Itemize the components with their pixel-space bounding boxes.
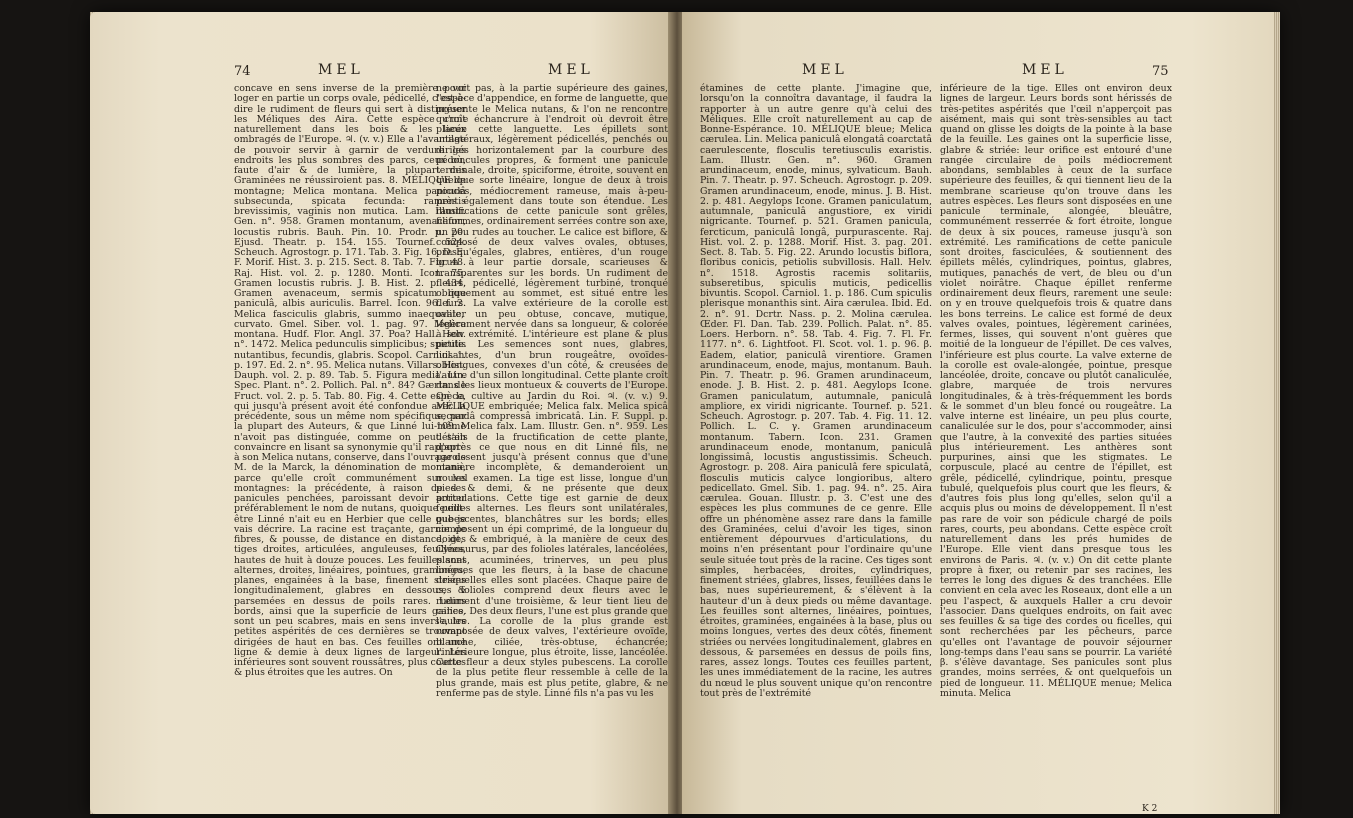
text-column-2	[436, 84, 668, 699]
signature-mark: K 2	[1142, 804, 1158, 814]
page-number-left: 74	[234, 64, 251, 79]
page-edges-right	[1274, 12, 1280, 814]
running-head-right-1: MEL	[802, 62, 848, 78]
right-page	[682, 12, 1280, 814]
text-column-1	[234, 84, 466, 679]
page-number-right: 75	[1152, 64, 1169, 79]
text-column-4	[940, 84, 1172, 699]
running-head-left-2: MEL	[548, 62, 594, 78]
text-column-3	[700, 84, 932, 699]
column-text: concave en sens inverse de la première pour loger en partie un corps ovale, pédicellé, c'est-à-dire le rudiment de fleurs qui sert à distinguer les Méliques des Aira. Cette espèce croît naturellement dans les bois & les lieux ombragés de l'Europe. ♃. (v. v.) Elle a l'avantage de pouvoir servir à garnir de verdure les endroits les plus sombres des parcs, ceux où, faute d'air & de lumière, la plupart des Graminées ne réussiroient pas. 8. MÉLIQUE de montagne; Melica montana. Melica paniculâ subsecunda, spicata fecunda: ramentis brevissimis, vaginis non mutica. Lam. Illustr. Gen. n°. 958. Gramen montanum, avenaceum, locustis rubris. Bauh. Pin. 10. Prodr. p. 20. Ejusd. Theatr. p. 154. 155. Tournef. 524. Scheuch. Agrostogr. p. 171. Tab. 3. Fig. 16. D. E. F. Morif. Hist. 3. p. 215. Sect. 8. Tab. 7. Fig. 48. Raj. Hist. vol. 2. p. 1280. Monti. Icon. 75. Gramen locustis rubris. J. B. Hist. 2. p. 434. Gramen avenaceum, sermis spicatum que paniculâ, albis auriculis. Barrel. Icon. 96. f. 2. Melica fasciculis glabris, summo inaequaliter curvato. Gmel. Siber. vol. 1. pag. 97. Melica montana. Hudf. Flor. Angl. 37. Poa? Hall. Helv. n°. 1472. Melica pedunculis simplicibus; spiculis nutantibus, fecundis, glabris. Scopol. Carniol. 1. p. 197. Ed. 2. n°. 95. Melica nutans. Villars. Hist. Dauph. vol. 2. p. 89. Tab. 5. Figura media. Lin. Spec. Plant. n°. 2. Pollich. Pal. n°. 84? Gærtn. de Fruct. vol. 2. p. 5. Tab. 80. Fig. 4. Cette espèce, qui jusqu'à présent avoit été confondue avec la précédente, sous un même nom spécifique, par la plupart des Auteurs, & que Linné lui-même n'avoit pas distinguée, comme on peut s'en convaincre en lisant sa synonymie qu'il rapporte à son Melica nutans, conserve, dans l'ouvrage de M. de la Marck, la dénomination de montana, parce qu'elle croît communément sur les montagnes: la précédente, à raison de ses panicules penchées, paroissant devoir porter préférablement le nom de nutans, quoique peut-être Linné n'ait eu en Herbier que celle que je vais décrire. La racine est traçante, garnie de fibres, & pousse, de distance en distance, des tiges droites, articulées, anguleuses, feuillées, hautes de huit à douze pouces. Les feuilles sont alternes, droites, linéaires, pointues, graminées, planes, engainées à la base, finement striées longitudinalement, glabres en dessous, & parsemées en dessus de poils rares. Leurs bords, ainsi que la superficie de leurs gaines, sont un peu scabres, mais en sens inverse, les petites aspérités de ces dernières se trouvant dirigées de haut en bas. Ces feuilles ont une ligne & demie à deux lignes de largeur. Les inférieures sont souvent roussâtres, plus courtes & plus étroites que les autres. On	[234, 83, 466, 679]
column-text: étamines de cette plante. J'imagine que, lorsqu'on la connoîtra davantage, il faudra la rapporter à un autre genre qu'à celui des Méliques. Elle croît naturellement au cap de Bonne-Espérance. 10. MÉLIQUE bleue; Melica cærulea. Lin. Melica paniculâ elongatâ coarctatâ caerulescente, flosculis teretiusculis exaristis. Lam. Illustr. Gen. n°. 960. Gramen arundinaceum, enode, minus, sylvaticum. Bauh. Pin. 7. Theatr. p. 97. Scheuch. Agrostogr. p. 209. Gramen arundinaceum, enode, minus. J. B. Hist. 2. p. 481. Aegylops Icone. Gramen paniculatum, autumnale, paniculâ angustiore, ex viridi nigricante. Tournef. p. 521. Gramen panicula, fercticum, paniculâ longâ, purpurascente. Raj. Hist. vol. 2. p. 1288. Morif. Hist. 3. pag. 201. Sect. 8. Tab. 5. Fig. 22. Arundo locustis biflora, floribus conicis, petiolis subvillosis. Hall. Helv. n°. 1518. Agrostis racemis solitariis, subseretibus, spiculis muticis, pedicellis bivuntis. Scopol. Carniol. 1. p. 186. Cum spiculis plerisque monanthis sint. Aira cærulea. Ibid. Ed. 2. n°. 91. Dcrtr. Nass. p. 2. Molina cærulea. Œder. Fl. Dan. Tab. 239. Pollich. Palat. n°. 85. Loers. Herborn. n°. 58. Tab. 4. Fig. 7. Fl. Fr. 1177. n°. 6. Lightfoot. Fl. Scot. vol. 1. p. 96. β. Eadem, elatior, paniculâ virentiore. Gramen arundinaceum, enode, majus, montanum. Bauh. Pin. 7. Theatr. p. 96. Gramen arundinaceum, enode. J. B. Hist. 2. p. 481. Aegylops Icone. Gramen paniculatum, autumnale, paniculâ ampliore, ex viridi nigricante. Tournef. p. 521. Scheuch. Agrostogr. p. 207. Tab. 4. Fig. 11. 12. Pollich. L. C. γ. Gramen arundinaceum montanum. Tabern. Icon. 231. Gramen arundinaceum enode, montanum, paniculâ longissimâ, locustis angustissimis. Scheuch. Agrostogr. p. 208. Aira paniculâ fere spiculatâ, flosculis muticis calyce longioribus, altero pedicellato. Gmel. Sib. 1. pag. 94. n°. 25. Aira cærulea. Gouan. Illustr. p. 3. C'est une des espèces les plus communes de ce genre. Elle offre un phénomène assez rare dans la famille des Graminées, celui d'avoir les tiges, sinon entièrement dépourvues d'articulations, du moins n'en présentant pour l'ordinaire qu'une seule située tout près de la racine. Ces tiges sont simples, herbacées, droites, cylindriques, finement striées, glabres, lisses, feuillées dans le bas, nues supérieurement, & s'élèvent à la hauteur d'un à deux pieds ou même davantage. Les feuilles sont alternes, linéaires, pointues, étroites, graminées, engainées à la base, plus ou moins longues, vertes des deux côtés, finement striées ou nervées longitudinalement, glabres en dessous, & parsemées en dessus de poils fins, rares, assez longs. Toutes ces feuilles partent, les unes immédiatement de la racine, les autres du nœud le plus souvent unique qu'on rencontre tout près de l'extrémité	[700, 83, 932, 699]
running-head-right-2: MEL	[1022, 62, 1068, 78]
running-head-left-1: MEL	[318, 62, 364, 78]
column-text: ne voit pas, à la partie supérieure des gaines, l'espèce d'appendice, en forme de languette, que présente le Melica nutans, & l'on ne rencontre qu'une échancrure à l'endroit où devroit être placée cette languette. Les épillets sont unilatéraux, légèrement pédicellés, penchés ou dirigés horizontalement par la courbure des pédoncules propres, & forment une panicule terminale, droite, spiciforme, étroite, souvent en quelque sorte linéaire, longue de deux à trois pouces, médiocrement rameuse, mais à-peu-près également dans toute son étendue. Les ramifications de cette panicule sont grêles, filiformes, ordinairement serrées contre son axe, un peu rudes au toucher. Le calice est biflore, & composé de deux valves ovales, obtuses, presqu'égales, glabres, entières, d'un rouge brun à leur partie dorsale, scarieuses & transparentes sur les bords. Un rudiment de fleurs, pédicellé, légèrement turbiné, tronqué obliquement au sommet, est situé entre les fleurs. La valve extérieure de la corolle est ovale, un peu obtuse, concave, mutique, légèrement nervée dans sa longueur, & colorée à son extrémité. L'intérieure est plane & plus petite. Les semences sont nues, glabres, luisantes, d'un brun rougeâtre, ovoïdes-oblongues, convexes d'un côté, & creusées de l'autre d'un sillon longitudinal. Cette plante croît dans les lieux montueux & couverts de l'Europe. On la cultive au Jardin du Roi. ♃. (v. v.) 9. MÉLIQUE embriquée; Melica falx. Melica spicâ secundâ compressâ imbricatâ. Lin. F. Suppl. p. 109. Melica falx. Lam. Illustr. Gen. n°. 959. Les détails de la fructification de cette plante, d'après ce que nous en dit Linné fils, ne paroissent jusqu'à présent connus que d'une manière incomplète, & demanderoient un nouvel examen. La tige est lisse, longue d'un pied & demi, & ne présente que deux articulations. Cette tige est garnie de deux feuilles alternes. Les fleurs sont unilatérales, pubescentes, blanchâtres sur les bords; elles composent un épi comprimé, de la longueur du doigt, & embriqué, à la manière de ceux des Cynosurus, par des folioles latérales, lancéolées, planes, acuminées, trinerves, un peu plus longues que les fleurs, à la base de chacune desquelles elles sont placées. Chaque paire de ces folioles comprend deux fleurs avec le rudiment d'une troisième, & leur tient lieu de calice. Des deux fleurs, l'une est plus grande que l'autre. La corolle de la plus grande est composée de deux valves, l'extérieure ovoïde, blanche, ciliée, très-obtuse, échancrée; l'intérieure longue, plus étroite, lisse, lancéolée. Cette fleur a deux styles pubescens. La corolle de la plus petite fleur ressemble à celle de la plus grande, mais est plus petite, glabre, & ne renferme pas de style. Linné fils n'a pas vu les	[436, 83, 668, 699]
open-book	[90, 12, 1280, 814]
left-page	[90, 12, 672, 814]
column-text: inférieure de la tige. Elles ont environ deux lignes de largeur. Leurs bords sont hérissés de très-petites aspérités que l'œil n'apperçoit pas aisément, mais qui sont très-sensibles au tact quand on glisse les doigts de la pointe à la base de la feuille. Les gaines ont la superficie lisse, glabre & striée: leur orifice est entouré d'une rangée circulaire de poils médiocrement abondans, semblables à ceux de la surface supérieure des feuilles, & qui tiennent lieu de la membrane scarieuse qu'on trouve dans les autres espèces. Les fleurs sont disposées en une panicule terminale, alongée, bleuâtre, communément resserrée & fort étroite, longue de deux à six pouces, rameuse jusqu'à son extrémité. Les ramifications de cette panicule sont droites, fasciculées, & soutiennent des épillets mêlés, cylindriques, pointus, glabres, mutiques, panachés de vert, de bleu ou d'un violet noirâtre. Chaque épillet renferme ordinairement deux fleurs, rarement une seule: on y en trouve quelquefois trois & quatre dans les bons terreins. Le calice est formé de deux valves ovales, pointues, légèrement carinées, fermes, lisses, qui souvent n'ont guères que moitié de la longueur de l'épillet. De ces valves, l'inférieure est plus courte. La valve externe de la corolle est ovale-alongée, pointue, presque lancéolée, droite, concave ou plutôt canaliculée, glabre, marquée de trois nervures longitudinales, & à très-fréquemment les bords & le sommet d'un bleu foncé ou rougeâtre. La valve interne est linéaire, un peu plus courte, canaliculée sur le dos, pour s'accommoder, ainsi que l'autre, à la convexité des parties situées plus intérieurement. Les anthères sont purpurines, ainsi que les stigmates. Le corpuscule, placé au centre de l'épillet, est grêle, pédicellé, cylindrique, pointu, presque tubulé, quelquefois plus court que les fleurs, & d'autres fois plus long qu'elles, selon qu'il a acquis plus ou moins de développement. Il n'est pas rare de voir son pédicule chargé de poils rares, courts, peu abondans. Cette espèce croît naturellement dans les prés humides de l'Europe. Elle vient dans presque tous les environs de Paris. ♃. (v. v.) On dit cette plante propre à fixer, ou retenir par ses racines, les terres le long des digues & des tranchées. Elle convient en cela avec les Roseaux, dont elle a un peu l'aspect, & auxquels Haller a cru devoir l'associer. Dans quelques endroits, on fait avec ses feuilles & sa tige des cordes ou ficelles, qui sont recherchées par les pêcheurs, parce qu'elles ont l'avantage de pouvoir séjourner long-temps dans l'eau sans se pourrir. La variété β. s'élève davantage. Ses panicules sont plus grandes, moins serrées, & ont quelquefois un pied de longueur. 11. MÉLIQUE menue; Melica minuta. Melica	[940, 83, 1172, 699]
